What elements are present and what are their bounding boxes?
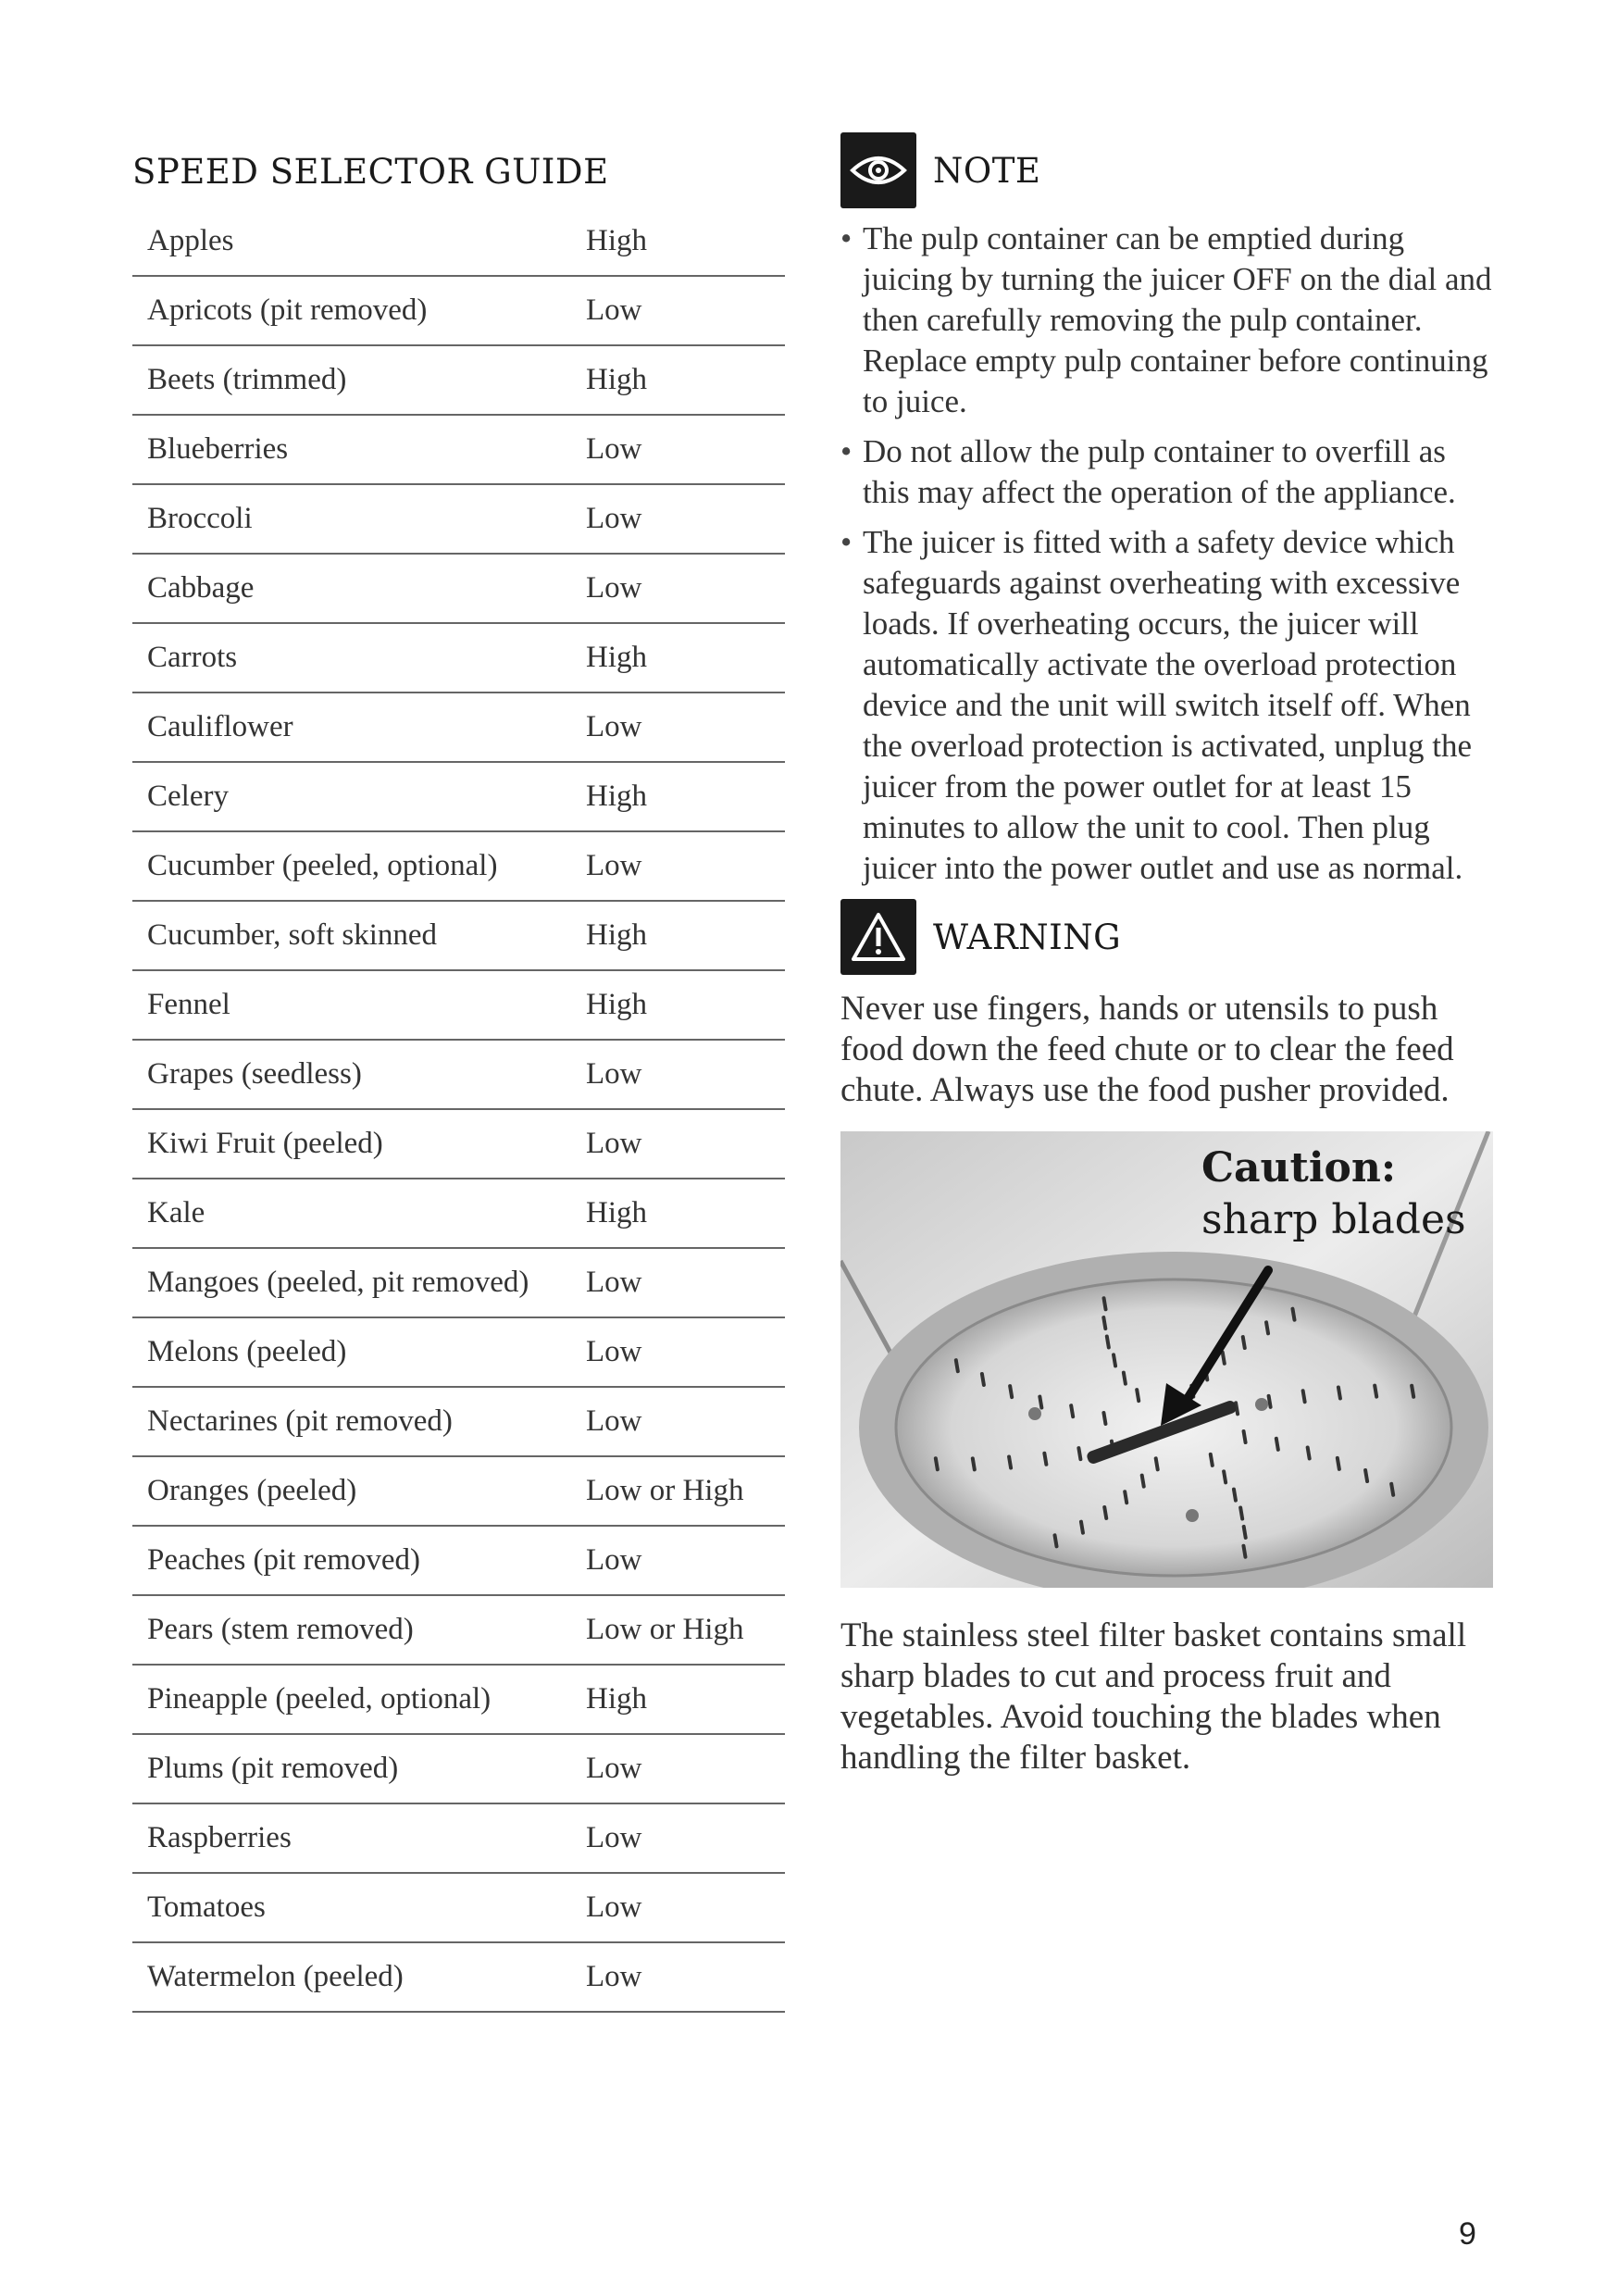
table-row [132, 1527, 785, 1596]
speed-guide-table [132, 207, 785, 2013]
food-name: Nectarines (pit removed) [147, 1404, 453, 1438]
caution-caption [1201, 1142, 1466, 1246]
filter-basket-text: The stainless steel filter basket contains small sharp blades to cut and process fruit and vegetables. Avoid touching the blades when handling the filter basket. [840, 1616, 1467, 1777]
food-name: Pears (stem removed) [147, 1613, 414, 1646]
speed-setting: High [586, 363, 647, 396]
food-name: Apples [147, 224, 234, 257]
food-name: Blueberries [147, 432, 289, 466]
blade-mark [956, 1360, 958, 1371]
table-row [132, 346, 785, 416]
speed-setting: Low [586, 1960, 642, 1993]
food-name: Grapes (seedless) [147, 1057, 362, 1091]
food-name: Oranges (peeled) [147, 1474, 357, 1507]
blade-mark [936, 1458, 938, 1469]
food-name: Cauliflower [147, 710, 293, 743]
table-row [132, 1041, 785, 1110]
speed-setting: Low [586, 1543, 642, 1577]
blade-mark [1223, 1353, 1225, 1364]
speed-setting: Low [586, 571, 642, 605]
table-row [132, 277, 785, 346]
filter-basket-photo [840, 1131, 1493, 1588]
blade-mark [1156, 1458, 1158, 1469]
warning-text: Never use fingers, hands or utensils to push food down the feed chute or to clear the feed chute. Always use the food pusher provided. [840, 990, 1454, 1109]
page-number: 9 [1459, 2216, 1476, 2252]
blade-mark [1010, 1386, 1012, 1397]
table-row [132, 971, 785, 1041]
food-name: Raspberries [147, 1821, 292, 1854]
table-row [132, 207, 785, 277]
speed-setting: Low [586, 1404, 642, 1438]
blade-mark [1266, 1322, 1268, 1333]
blade-mark [1234, 1490, 1236, 1501]
note-item: • The pulp container can be emptied during juicing by turning the juicer OFF on the dial and then carefully removing the pulp container. Replace empty pulp container before continuing to juice. [840, 218, 1496, 422]
blade-mark [1244, 1431, 1246, 1442]
blade-mark [1292, 1309, 1294, 1320]
speed-setting: High [586, 641, 647, 674]
blade-mark [1276, 1439, 1278, 1450]
blade-mark [1269, 1396, 1271, 1407]
speed-setting: Low [586, 432, 642, 466]
food-name: Broccoli [147, 502, 253, 535]
blade-mark [1055, 1535, 1057, 1546]
speed-setting: Low [586, 849, 642, 882]
table-row [132, 1596, 785, 1666]
note-list [840, 218, 1496, 889]
food-name: Beets (trimmed) [147, 363, 347, 396]
table-row [132, 1735, 785, 1804]
blade-mark [1412, 1386, 1413, 1397]
food-name: Cucumber (peeled, optional) [147, 849, 498, 882]
table-row [132, 1388, 785, 1457]
food-name: Cabbage [147, 571, 255, 605]
table-row [132, 485, 785, 555]
food-name: Plums (pit removed) [147, 1752, 399, 1785]
table-row [132, 555, 785, 624]
food-name: Peaches (pit removed) [147, 1543, 421, 1577]
blade-mark [1338, 1458, 1339, 1469]
blade-mark [1125, 1491, 1126, 1503]
blade-mark [1044, 1454, 1046, 1465]
speed-setting: Low [586, 1127, 642, 1160]
blade-mark [973, 1458, 975, 1469]
blade-mark [1243, 1337, 1245, 1348]
blade-mark [1124, 1373, 1126, 1384]
table-row [132, 416, 785, 485]
blade-mark [1107, 1336, 1109, 1347]
table-row [132, 1179, 785, 1249]
table-row [132, 1249, 785, 1318]
table-row [132, 902, 785, 971]
caution-label: Caution: [1201, 1144, 1397, 1192]
speed-setting: Low [586, 1057, 642, 1091]
food-name: Cucumber, soft skinned [147, 918, 438, 952]
table-row [132, 832, 785, 902]
note-item: • The juicer is fitted with a safety device which safeguards against overheating with excessive loads. If overheating occurs, the juicer will automatically activate the overload protection device and the unit will switch itself off. When the overload protection is activated, unplug the juicer from the power outlet for at least 15 minutes to allow the unit to cool. Then plug juicer into the power outlet and use as normal. [840, 522, 1496, 889]
note-title: NOTE [933, 150, 1041, 191]
food-name: Apricots (pit removed) [147, 293, 428, 327]
speed-setting: High [586, 988, 647, 1021]
blade-mark [1104, 1298, 1106, 1309]
blade-mark [1365, 1470, 1367, 1481]
food-name: Melons (peeled) [147, 1335, 347, 1368]
blade-mark [1240, 1508, 1242, 1519]
blade-mark [1142, 1476, 1144, 1487]
table-row [132, 1874, 785, 1943]
food-name: Fennel [147, 988, 230, 1021]
table-row [132, 624, 785, 693]
warning-triangle-icon [840, 899, 916, 975]
table-row [132, 763, 785, 832]
speed-setting: Low [586, 710, 642, 743]
food-name: Watermelon (peeled) [147, 1960, 404, 1993]
speed-setting: Low [586, 1752, 642, 1785]
speed-setting: Low [586, 293, 642, 327]
note-item: • Do not allow the pulp container to overfill as this may affect the operation of the appliance. [840, 431, 1496, 513]
table-row [132, 1943, 785, 2013]
blade-mark [1071, 1405, 1073, 1416]
speed-setting: Low or High [586, 1613, 744, 1646]
blade-mark [1391, 1484, 1393, 1495]
blade-mark [1303, 1391, 1305, 1402]
table-row [132, 1804, 785, 1874]
food-name: Mangoes (peeled, pit removed) [147, 1266, 529, 1299]
blade-mark [1039, 1397, 1041, 1408]
blade-mark [1078, 1448, 1080, 1459]
speed-setting: Low [586, 1335, 642, 1368]
food-name: Kiwi Fruit (peeled) [147, 1127, 383, 1160]
food-name: Celery [147, 780, 229, 813]
sharp-blades-label: sharp blades [1201, 1196, 1466, 1243]
speed-setting: Low [586, 502, 642, 535]
blade-mark [1211, 1454, 1213, 1466]
speed-setting: High [586, 918, 647, 952]
blade-mark [1009, 1457, 1011, 1468]
speed-setting: High [586, 1682, 647, 1716]
blade-mark [1244, 1527, 1246, 1538]
blade-mark [1375, 1386, 1376, 1397]
speed-setting: Low [586, 1890, 642, 1924]
blade-mark [1103, 1413, 1105, 1424]
blade-mark [1103, 1317, 1105, 1329]
table-row [132, 1666, 785, 1735]
blade-mark [1114, 1354, 1115, 1366]
speed-guide-title: SPEED SELECTOR GUIDE [132, 152, 609, 192]
table-row [132, 693, 785, 763]
speed-setting: Low [586, 1821, 642, 1854]
blade-mark [1308, 1447, 1310, 1458]
eye-icon [840, 132, 916, 208]
food-name: Carrots [147, 641, 238, 674]
speed-setting: Low [586, 1266, 642, 1299]
blade-mark [1338, 1387, 1340, 1398]
warning-header [840, 898, 1496, 976]
blade-mark [1224, 1471, 1226, 1482]
food-name: Pineapple (peeled, optional) [147, 1682, 492, 1716]
blade-mark [1104, 1507, 1106, 1518]
blade-mark [982, 1374, 984, 1385]
table-row [132, 1318, 785, 1388]
blade-mark [1243, 1546, 1245, 1557]
food-name: Kale [147, 1196, 205, 1229]
speed-setting: Low or High [586, 1474, 744, 1507]
right-column [840, 131, 1496, 1778]
food-name: Tomatoes [147, 1890, 266, 1924]
table-row [132, 1110, 785, 1179]
blade-mark [1137, 1390, 1139, 1401]
table-row [132, 1457, 785, 1527]
speed-setting: High [586, 1196, 647, 1229]
speed-setting: High [586, 224, 647, 257]
note-header [840, 131, 1496, 209]
speed-selector-guide [132, 148, 785, 2013]
blade-mark [1081, 1522, 1083, 1533]
warning-title: WARNING [933, 917, 1122, 957]
speed-setting: High [586, 780, 647, 813]
